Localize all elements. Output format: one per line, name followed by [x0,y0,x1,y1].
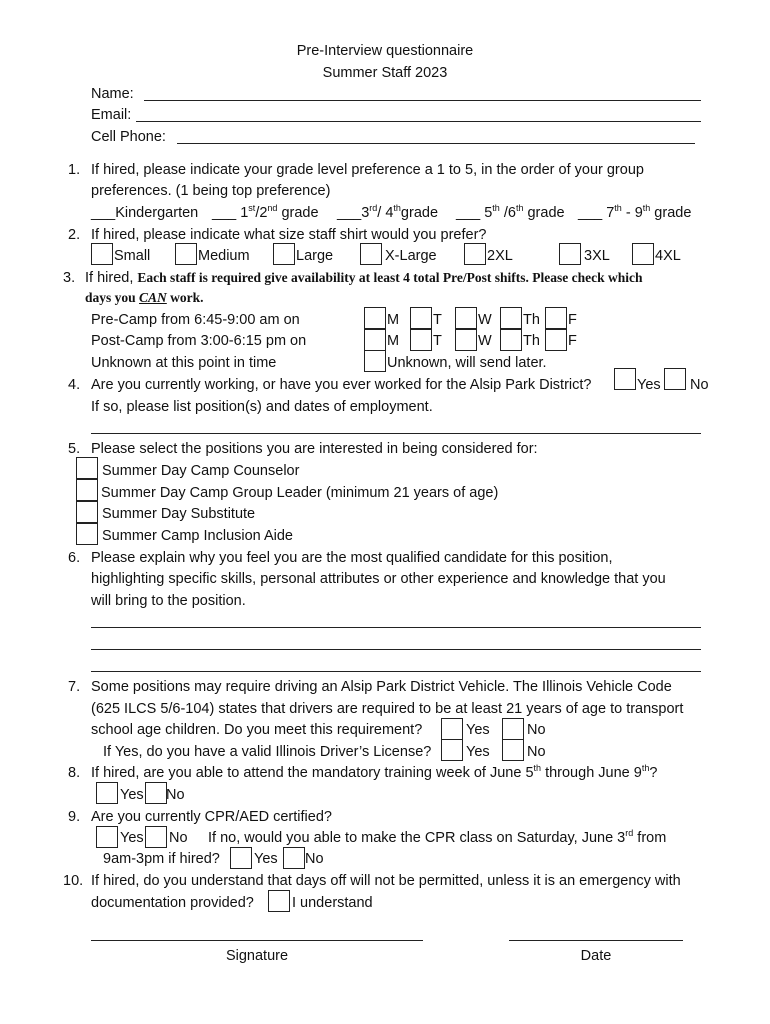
q7-text-line1: Some positions may require driving an Alsip Park District Vehicle. The Illinois Vehicle Code [91,679,672,695]
q10-text-line2: documentation provided? [91,895,254,911]
postcamp-wednesday-label: W [478,333,492,349]
grade-5-6: ___ 5th /6th grade [456,203,565,221]
grade-3-4: ___3rd/ 4thgrade [337,203,439,221]
q4-yes-checkbox[interactable] [614,368,636,390]
q7-license-no-checkbox[interactable] [502,739,524,761]
q9-cpr-yes-label: Yes [254,851,278,867]
signature-line[interactable] [91,940,423,941]
size-medium-checkbox[interactable] [175,243,197,265]
unknown-availability-label: Unknown, will send later. [387,355,547,371]
form-subtitle: Summer Staff 2023 [322,65,448,81]
q6-text-line3: will bring to the position. [91,593,246,609]
q6-answer-line-1[interactable] [91,627,701,628]
position-counselor-checkbox[interactable] [76,457,98,479]
q4-number: 4. [68,377,81,393]
q7-requirement-yes-label: Yes [466,722,490,738]
can-emphasis: CAN [139,290,167,305]
size-4xl-checkbox[interactable] [632,243,654,265]
q8-yes-checkbox[interactable] [96,782,118,804]
email-field[interactable] [136,121,701,122]
position-substitute-checkbox[interactable] [76,501,98,523]
q10-text-line1: If hired, do you understand that days off will not be permitted, unless it is an emergency with [91,873,681,889]
position-counselor-label: Summer Day Camp Counselor [102,463,300,479]
unknown-label: Unknown at this point in time [91,355,277,371]
q9-cpr-time-text: 9am-3pm if hired? [103,851,220,867]
form-title: Pre-Interview questionnaire [296,43,474,59]
name-field[interactable] [144,100,701,101]
size-small-label: Small [114,248,151,264]
size-xlarge-label: X-Large [385,248,437,264]
email-label: Email: [91,107,132,123]
date-label: Date [580,948,612,964]
precamp-tuesday-label: T [433,312,442,328]
q7-requirement-no-label: No [527,722,546,738]
q9-cpr-no-label: No [305,851,324,867]
size-large-label: Large [296,248,334,264]
q7-text-line2: (625 ILCS 5/6-104) states that drivers are required to be at least 21 years of age to transport [91,701,684,717]
size-large-checkbox[interactable] [273,243,295,265]
q9-cpr-no-checkbox[interactable] [283,847,305,869]
position-group-leader-label: Summer Day Camp Group Leader (minimum 21 years of age) [101,485,499,501]
size-medium-label: Medium [198,248,250,264]
q9-cpr-class-text: If no, would you able to make the CPR class on Saturday, June 3rd from [208,828,667,846]
grade-7-9: ___ 7th - 9th grade [578,203,692,221]
size-4xl-label: 4XL [655,248,681,264]
cell-phone-field[interactable] [177,143,695,144]
postcamp-monday-label: M [387,333,400,349]
q4-no-checkbox[interactable] [664,368,686,390]
postcamp-friday-checkbox[interactable] [545,329,567,351]
precamp-thursday-checkbox[interactable] [500,307,522,329]
q4-no-label: No [690,377,709,393]
q4-yes-label: Yes [637,377,661,393]
q4-text: Are you currently working, or have you ever worked for the Alsip Park District? [91,377,592,393]
size-3xl-label: 3XL [584,248,610,264]
q2-number: 2. [68,227,81,243]
name-label: Name: [91,86,134,102]
q7-requirement-yes-checkbox[interactable] [441,718,463,740]
postcamp-tuesday-label: T [433,333,442,349]
q8-no-checkbox[interactable] [145,782,167,804]
postcamp-tuesday-checkbox[interactable] [410,329,432,351]
precamp-friday-checkbox[interactable] [545,307,567,329]
postcamp-thursday-checkbox[interactable] [500,329,522,351]
size-small-checkbox[interactable] [91,243,113,265]
precamp-label: Pre-Camp from 6:45-9:00 am on [91,312,300,328]
precamp-monday-label: M [387,312,400,328]
q9-text: Are you currently CPR/AED certified? [91,809,332,825]
q9-yes-checkbox[interactable] [96,826,118,848]
size-2xl-checkbox[interactable] [464,243,486,265]
q9-no-checkbox[interactable] [145,826,167,848]
size-2xl-label: 2XL [487,248,513,264]
q7-license-yes-label: Yes [466,744,490,760]
q7-license-yes-checkbox[interactable] [441,739,463,761]
q8-yes-label: Yes [120,787,144,803]
q9-no-label: No [169,830,188,846]
q5-text: Please select the positions you are interested in being considered for: [91,441,538,457]
q6-answer-line-3[interactable] [91,671,701,672]
precamp-thursday-label: Th [523,312,540,328]
postcamp-monday-checkbox[interactable] [364,329,386,351]
q9-number: 9. [68,809,81,825]
q4-answer-line[interactable] [91,433,701,434]
position-inclusion-aide-checkbox[interactable] [76,523,98,545]
size-xlarge-checkbox[interactable] [360,243,382,265]
date-line[interactable] [509,940,683,941]
position-group-leader-checkbox[interactable] [76,479,98,501]
q3-number: 3. [63,270,76,286]
precamp-wednesday-label: W [478,312,492,328]
q1-number: 1. [68,162,81,178]
q6-answer-line-2[interactable] [91,649,701,650]
q9-cpr-yes-checkbox[interactable] [230,847,252,869]
precamp-friday-label: F [568,312,577,328]
q3-text-line2: days you CAN work. [85,290,204,305]
q10-number: 10. [63,873,84,889]
q8-text: If hired, are you able to attend the mandatory training week of June 5th through June 9th? [91,763,658,781]
cell-phone-label: Cell Phone: [91,129,166,145]
q4-text-line2: If so, please list position(s) and dates of employment. [91,399,433,415]
q10-understand-label: I understand [292,895,373,911]
position-inclusion-aide-label: Summer Camp Inclusion Aide [102,528,293,544]
q7-text-line3: school age children. Do you meet this requirement? [91,722,423,738]
precamp-monday-checkbox[interactable] [364,307,386,329]
q6-text-line2: highlighting specific skills, personal attributes or other experience and knowledge that you [91,571,666,587]
q6-number: 6. [68,550,81,566]
grade-kindergarten: ___Kindergarten [91,205,199,221]
unknown-availability-checkbox[interactable] [364,350,386,372]
grade-1-2: ___ 1st/2nd grade [212,203,319,221]
q7-number: 7. [68,679,81,695]
q1-text-line2: preferences. (1 being top preference) [91,183,331,199]
q8-no-label: No [166,787,185,803]
postcamp-friday-label: F [568,333,577,349]
precamp-tuesday-checkbox[interactable] [410,307,432,329]
q9-yes-label: Yes [120,830,144,846]
q7-license-text: If Yes, do you have a valid Illinois Driver’s License? [103,744,432,760]
signature-label: Signature [225,948,289,964]
q5-number: 5. [68,441,81,457]
postcamp-label: Post-Camp from 3:00-6:15 pm on [91,333,307,349]
q6-text-line1: Please explain why you feel you are the most qualified candidate for this position, [91,550,613,566]
q7-license-no-label: No [527,744,546,760]
q3-text-line1: If hired, Each staff is required give availability at least 4 total Pre/Post shifts. Please check which [85,270,643,286]
postcamp-wednesday-checkbox[interactable] [455,329,477,351]
q8-number: 8. [68,765,81,781]
precamp-wednesday-checkbox[interactable] [455,307,477,329]
q10-understand-checkbox[interactable] [268,890,290,912]
position-substitute-label: Summer Day Substitute [102,506,256,522]
q7-requirement-no-checkbox[interactable] [502,718,524,740]
q1-text-line1: If hired, please indicate your grade level preference a 1 to 5, in the order of your group [91,162,644,178]
postcamp-thursday-label: Th [523,333,540,349]
q2-text: If hired, please indicate what size staff shirt would you prefer? [91,227,487,243]
size-3xl-checkbox[interactable] [559,243,581,265]
